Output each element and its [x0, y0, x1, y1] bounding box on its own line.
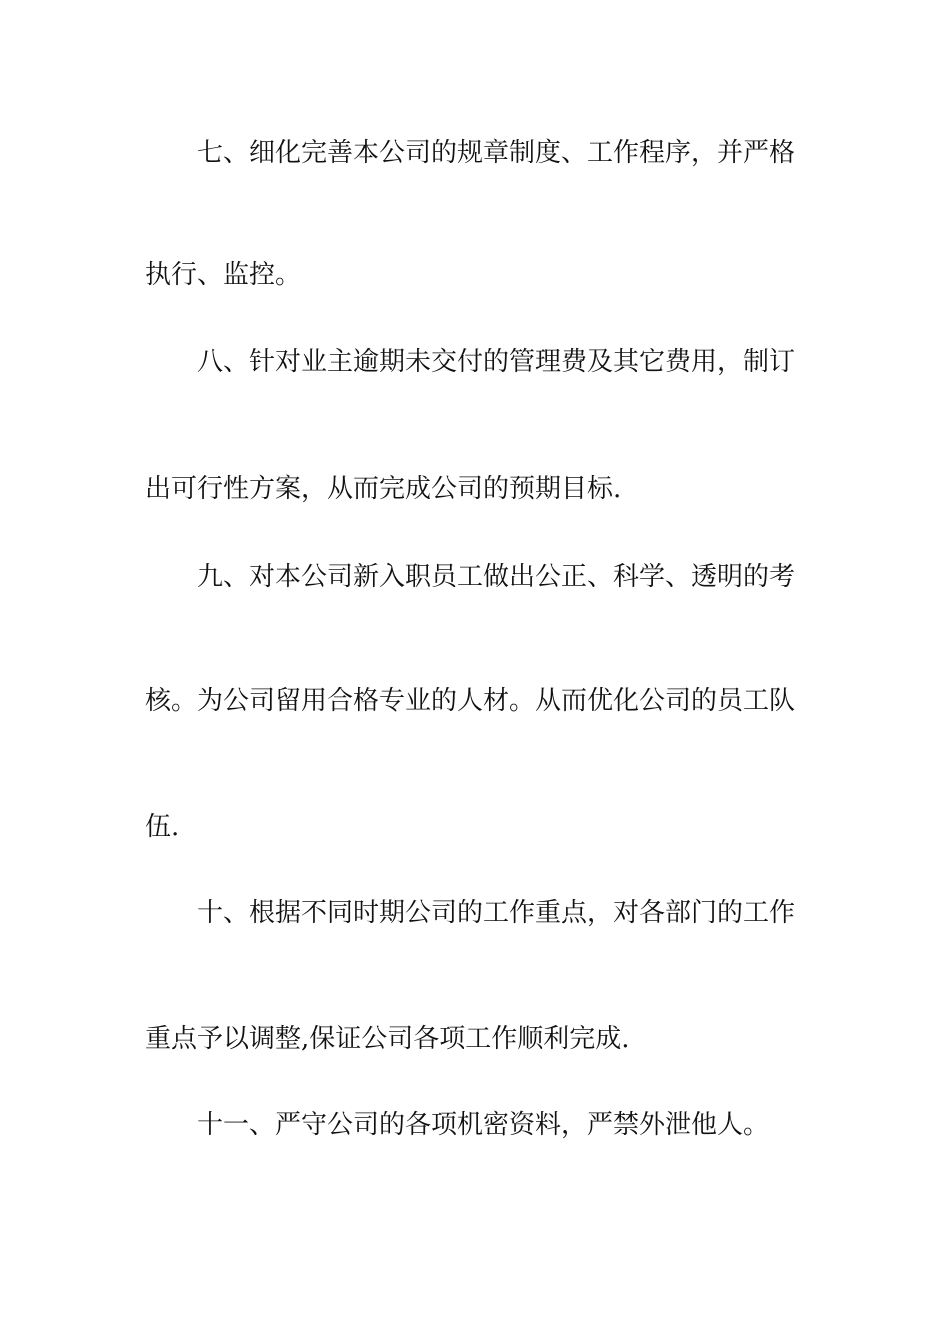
paragraph-7-line-2: 执行、监控。 [145, 260, 302, 290]
paragraph-9-line-1: 九、对本公司新入职员工做出公正、科学、透明的考 [197, 562, 796, 592]
paragraph-7-line-1: 七、细化完善本公司的规章制度、工作程序，并严格 [197, 138, 796, 168]
paragraph-9-line-2: 核。为公司留用合格专业的人材。从而优化公司的员工队 [145, 686, 796, 716]
paragraph-9-line-3: 伍. [145, 812, 180, 842]
paragraph-8-line-2: 出可行性方案，从而完成公司的预期目标. [145, 474, 622, 504]
paragraph-10-line-1: 十、根据不同时期公司的工作重点，对各部门的工作 [197, 898, 796, 928]
paragraph-11-line-1: 十一、严守公司的各项机密资料，严禁外泄他人。 [197, 1110, 770, 1140]
paragraph-10-line-2: 重点予以调整,保证公司各项工作顺利完成. [145, 1024, 630, 1054]
paragraph-8-line-1: 八、针对业主逾期未交付的管理费及其它费用，制订 [197, 347, 796, 377]
